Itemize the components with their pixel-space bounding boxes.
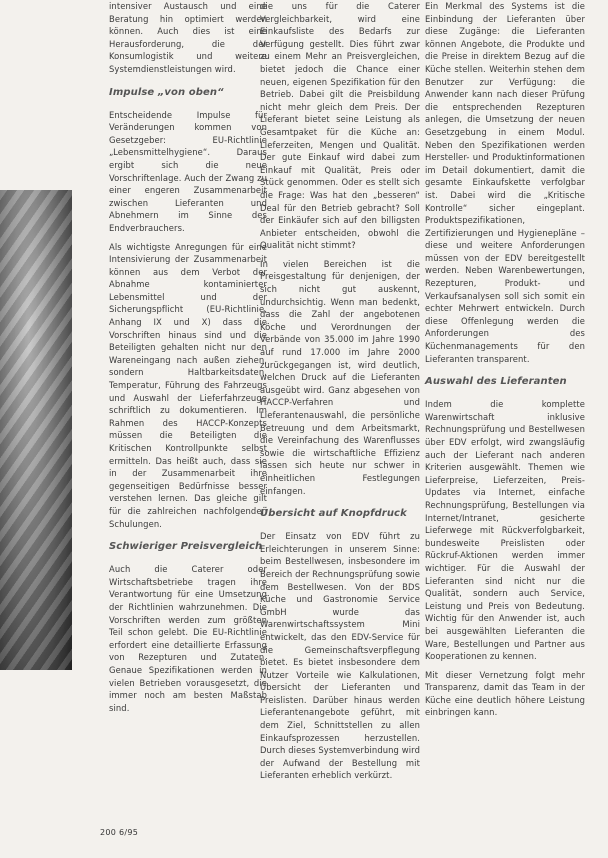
section-heading-lieferanten: Auswahl des Lieferanten (425, 376, 567, 388)
paragraph: Entscheidende Impulse für Veränderungen kommen von Gesetzgeber: EU-Richtlinie „Lebensmittelhygiene“. Daraus ergibt sich die neue Vorschriftenlage. Auch der Zwang zu einer engeren Zusammenarbeit zwischen Lieferanten und Abnehmern im Sinne des Endverbrauchers. (109, 109, 267, 233)
text-column-3 (425, 0, 585, 725)
text-column-1 (109, 0, 267, 720)
paragraph: Der Einsatz von EDV führt zu Erleichterungen in unserem Sinne: beim Bestellwesen, insbesondere im Bereich der Rechnungsprüfung sowie dem Bestellwesen. Von der BDS Küche und Gastronomie Service GmbH wurde das Warenwirtschaftssystem Mini entwickelt, das den EDV-Service für die Gemeinschaftsverpflegung bietet. Es bietet insbesondere dem Nutzer Vorteile wie Kalkulationen, Übersicht der Lieferanten und Preislisten. Darüber hinaus werden Lieferantenangebote geführt, mit dem Ziel, Schnittstellen zu allen Einkaufsprozessen herzustellen. Durch dieses Systemverbindung wird der Aufwand der Bestellung mit Lieferanten erheblich verkürzt. (260, 531, 420, 781)
paragraph: Ein Merkmal des Systems ist die Einbindung der Lieferanten über diese Zugänge: die Lieferanten können Angebote, die Produkte und die Preise in direktem Bezug auf die Küche stellen. Weiterhin stehen dem Benutzer zur Verfügung: die Anwender kann nach dieser Prüfung die entsprechenden Rezepturen anlegen, die Umsetzung der neuen Gesetzgebung in einem Modul. Neben den Spezifikationen werden Hersteller- und Produktinformationen im Detail dokumentiert, damit die gesamte Einkaufskette verfolgbar ist. Dabei wird die „Kritische Kontrolle“ sicher eingeplant. Produktspezifikationen, Zertifizierungen und Hygienepläne – diese und weitere Anforderungen müssen von der EDV bereitgestellt werden. Neben Warenbewertungen, Rezepturen, Produkt- und Verkaufsanalysen soll sich somit ein echter Mehrwert entwickeln. Durch diese Offenlegung werden die Anforderungen des Küchenmanagements für den Lieferanten transparent. (425, 1, 585, 364)
intro-paragraph: intensiver Austausch und eine Beratung hin optimiert werden können. Auch dies ist eine Herausforderung, die der Konsumlogistik und weitere Systemdienstleistungen wird. (109, 1, 267, 74)
page-footer: 200 6/95 (100, 828, 139, 837)
section-heading-impulse: Impulse „von oben“ (109, 86, 224, 98)
section-heading-knopfdruck: Übersicht auf Knopfdruck (260, 508, 407, 520)
cropped-photo (0, 190, 72, 670)
text-column-2 (260, 0, 420, 788)
paragraph: die uns für die Caterer Vergleichbarkeit, wird eine Einkaufsliste des Bedarfs zur Verfügung gestellt. Dies führt zwar zu einem Mehr an Preisvergleichen, bietet jedoch die Chance einer neuen, eigenen Spezifikation für den Betrieb. Dabei gilt die Preisbildung nicht mehr gleich dem Preis. Der Lieferant bietet seine Leistung als Gesamtpaket für die Küche an: Lieferzeiten, Mengen und Qualität. Der gute Einkauf wird dabei zum Einkauf mit Qualität, Preis oder Stück genommen. Oder es stellt sich die Frage: Was hat den „besseren“ Deal für den Betrieb gebracht? Soll der Einkäufer sich auf den billigsten Anbieter entscheiden, obwohl die Qualität nicht stimmt? (260, 1, 420, 251)
paragraph: Auch die Caterer oder Wirtschaftsbetriebe tragen ihre Verantwortung für eine Umsetzung der Richtlinien wahrzunehmen. Die Vorschriften werden zum größten Teil schon gelebt. Die EU-Richtlinie erfordert eine detaillierte Erfassung von Rezepturen und Zutaten. Genaue Spezifikationen werden in vielen Betrieben vorausgesetzt, die immer noch am besten Maßstab sind. (109, 564, 267, 713)
section-heading-preisvergleich: Schwieriger Preisvergleich (109, 541, 263, 553)
paragraph: Mit dieser Vernetzung folgt mehr Transparenz, damit das Team in der Küche eine deutlich höhere Leistung einbringen kann. (425, 669, 585, 718)
paragraph: In vielen Bereichen ist die Preisgestaltung für denjenigen, der sich nicht gut auskennt, undurchsichtig. Wenn man bedenkt, dass die Zahl der angebotenen Köche und Verordnungen der Verbände von 35.000 im Jahre 1990 auf rund 17.000 im Jahre 2000 zurückgegangen ist, wird deutlich, welchen Druck auf die Lieferanten ausgeübt wird. Ganz abgesehen von HACCP-Verfahren und Lieferantenauswahl, die persönliche Betreuung und dem Arbeitsmarkt, die Vereinfachung des Warenflusses sowie die wirtschaftliche Effizienz lassen sich heute nur schwer in einheitlichen Festlegungen einfangen. (260, 258, 420, 496)
paragraph: Indem die komplette Warenwirtschaft inklusive Rechnungsprüfung und Bestellwesen über EDV erfolgt, wird zwangsläufig auch der Lieferant nach anderen Kriterien ausgewählt. Themen wie Lieferpreise, Lieferzeiten, Preis-Updates via Internet, einfache Rechnungsprüfung, Bestellungen via Internet/Intranet, gesicherte Lieferwege mit Rückverfolgbarkeit, bundesweite Preislisten oder Rückruf-Aktionen werden immer wichtiger. Für die Auswahl der Lieferanten sind nicht nur die Qualität, sondern auch Service, Leistung und Preis von Bedeutung. Wichtig für den Anwender ist, auch bei ausgewählten Lieferanten die Ware, Bestellungen und Partner aus Kooperationen zu kennen. (425, 399, 585, 662)
paragraph: Als wichtigste Anregungen für eine Intensivierung der Zusammenarbeit können aus dem Verbot der Abnahme kontaminierter Lebensmittel und der Sicherungspflicht (EU-Richtlinie, Anhang IX und X) dass die Vorschriften hinaus sind und die Beteiligten gehalten nicht nur den Wareneingang nach außen ziehen, sondern Haltbarkeitsdaten, Temperatur, Führung des Fahrzeugs und Auswahl der Lieferfahrzeuge schriftlich zu dokumentieren. Im Rahmen des HACCP-Konzepts müssen die Beteiligten die Kritischen Kontrollpunkte selbst ermitteln. Das heißt auch, dass sie in der Zusammenarbeit ihre gegenseitigen Bedürfnisse besser verstehen lernen. Das gleiche gilt für die zahlreichen nachfolgenden Schulungen. (109, 241, 267, 529)
